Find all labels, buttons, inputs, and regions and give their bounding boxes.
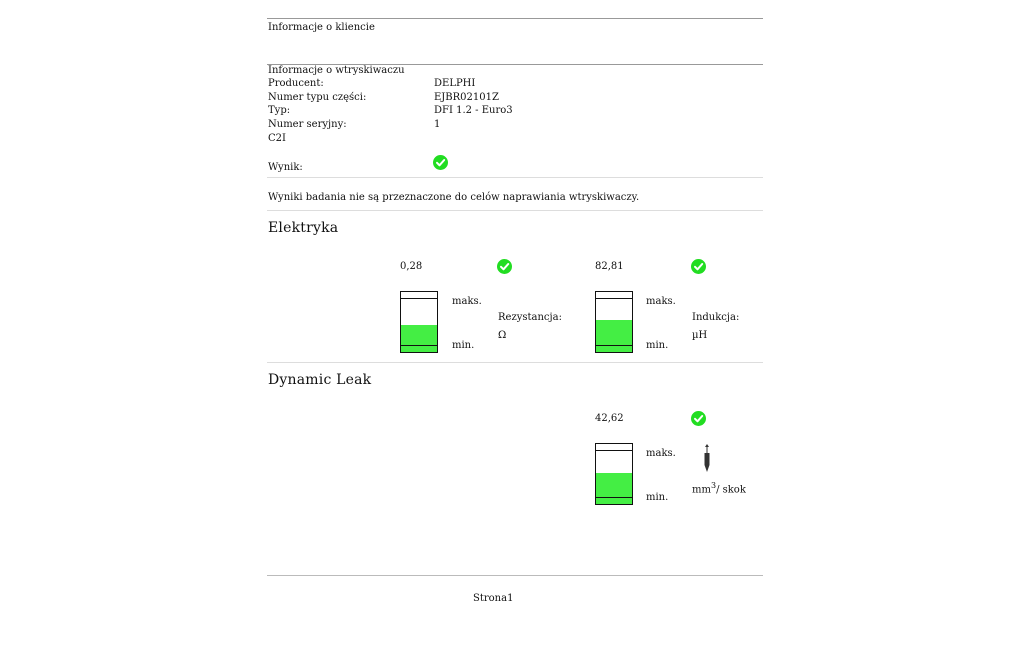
dynamic-leak-gauge-fill	[596, 473, 632, 504]
result-rule	[267, 177, 763, 178]
resistance-gauge-max-line	[401, 298, 437, 299]
inductance-min-label: min.	[646, 340, 669, 351]
inductance-gauge-min-line	[596, 345, 632, 346]
inductance-name: Indukcja:	[692, 312, 740, 323]
dynamic-leak-gauge-max-line	[596, 450, 632, 451]
resistance-value: 0,28	[400, 261, 423, 272]
serial-value: 1	[434, 119, 441, 130]
dynamic-leak-min-label: min.	[646, 492, 669, 503]
inductance-pass-check-icon	[691, 259, 706, 274]
unit-rest: / skok	[716, 484, 746, 496]
dynamic-leak-gauge-min-line	[596, 497, 632, 498]
type-value: DFI 1.2 - Euro3	[434, 105, 513, 116]
footer-rule	[267, 575, 763, 576]
manufacturer-label: Producent:	[268, 78, 324, 89]
unit-exp: 3	[710, 481, 717, 490]
client-info-heading: Informacje o kliencie	[268, 22, 375, 33]
disclaimer-rule	[267, 210, 763, 211]
serial-label: Numer seryjny:	[268, 119, 347, 130]
resistance-max-label: maks.	[452, 296, 482, 307]
top-rule	[267, 18, 763, 19]
disclaimer-text: Wyniki badania nie są przeznaczone do celów naprawiania wtryskiwaczy.	[268, 192, 640, 203]
dynamic-leak-value: 42,62	[595, 413, 624, 424]
resistance-gauge-min-line	[401, 345, 437, 346]
resistance-pass-check-icon	[497, 259, 512, 274]
inductance-gauge-max-line	[596, 298, 632, 299]
result-pass-check-icon	[433, 155, 448, 170]
injector-info-heading: Informacje o wtryskiwaczu	[268, 65, 405, 76]
inductance-gauge	[595, 291, 633, 353]
dynamic-leak-max-label: maks.	[646, 448, 676, 459]
unit-base: mm	[692, 484, 711, 496]
dynamic-leak-unit	[692, 480, 746, 496]
electrics-rule	[267, 362, 763, 363]
part-number-label: Numer typu części:	[268, 92, 367, 103]
page-number: Strona1	[473, 593, 514, 604]
dynamic-leak-pass-check-icon	[691, 411, 706, 426]
resistance-gauge-fill	[401, 325, 437, 352]
c2i-label: C2I	[268, 133, 286, 144]
inductance-max-label: maks.	[646, 296, 676, 307]
part-number-value: EJBR02101Z	[434, 92, 499, 103]
injector-icon	[701, 444, 713, 478]
inductance-value: 82,81	[595, 261, 624, 272]
type-label: Typ:	[268, 105, 291, 116]
resistance-name: Rezystancja:	[498, 312, 562, 323]
resistance-unit: Ω	[498, 330, 507, 341]
inductance-gauge-fill	[596, 320, 632, 352]
dynamic-leak-heading: Dynamic Leak	[268, 372, 372, 388]
resistance-gauge	[400, 291, 438, 353]
manufacturer-value: DELPHI	[434, 78, 476, 89]
inductance-unit: µH	[692, 330, 708, 341]
result-label: Wynik:	[268, 162, 303, 173]
resistance-min-label: min.	[452, 340, 475, 351]
dynamic-leak-gauge	[595, 443, 633, 505]
electrics-heading: Elektryka	[268, 220, 339, 236]
